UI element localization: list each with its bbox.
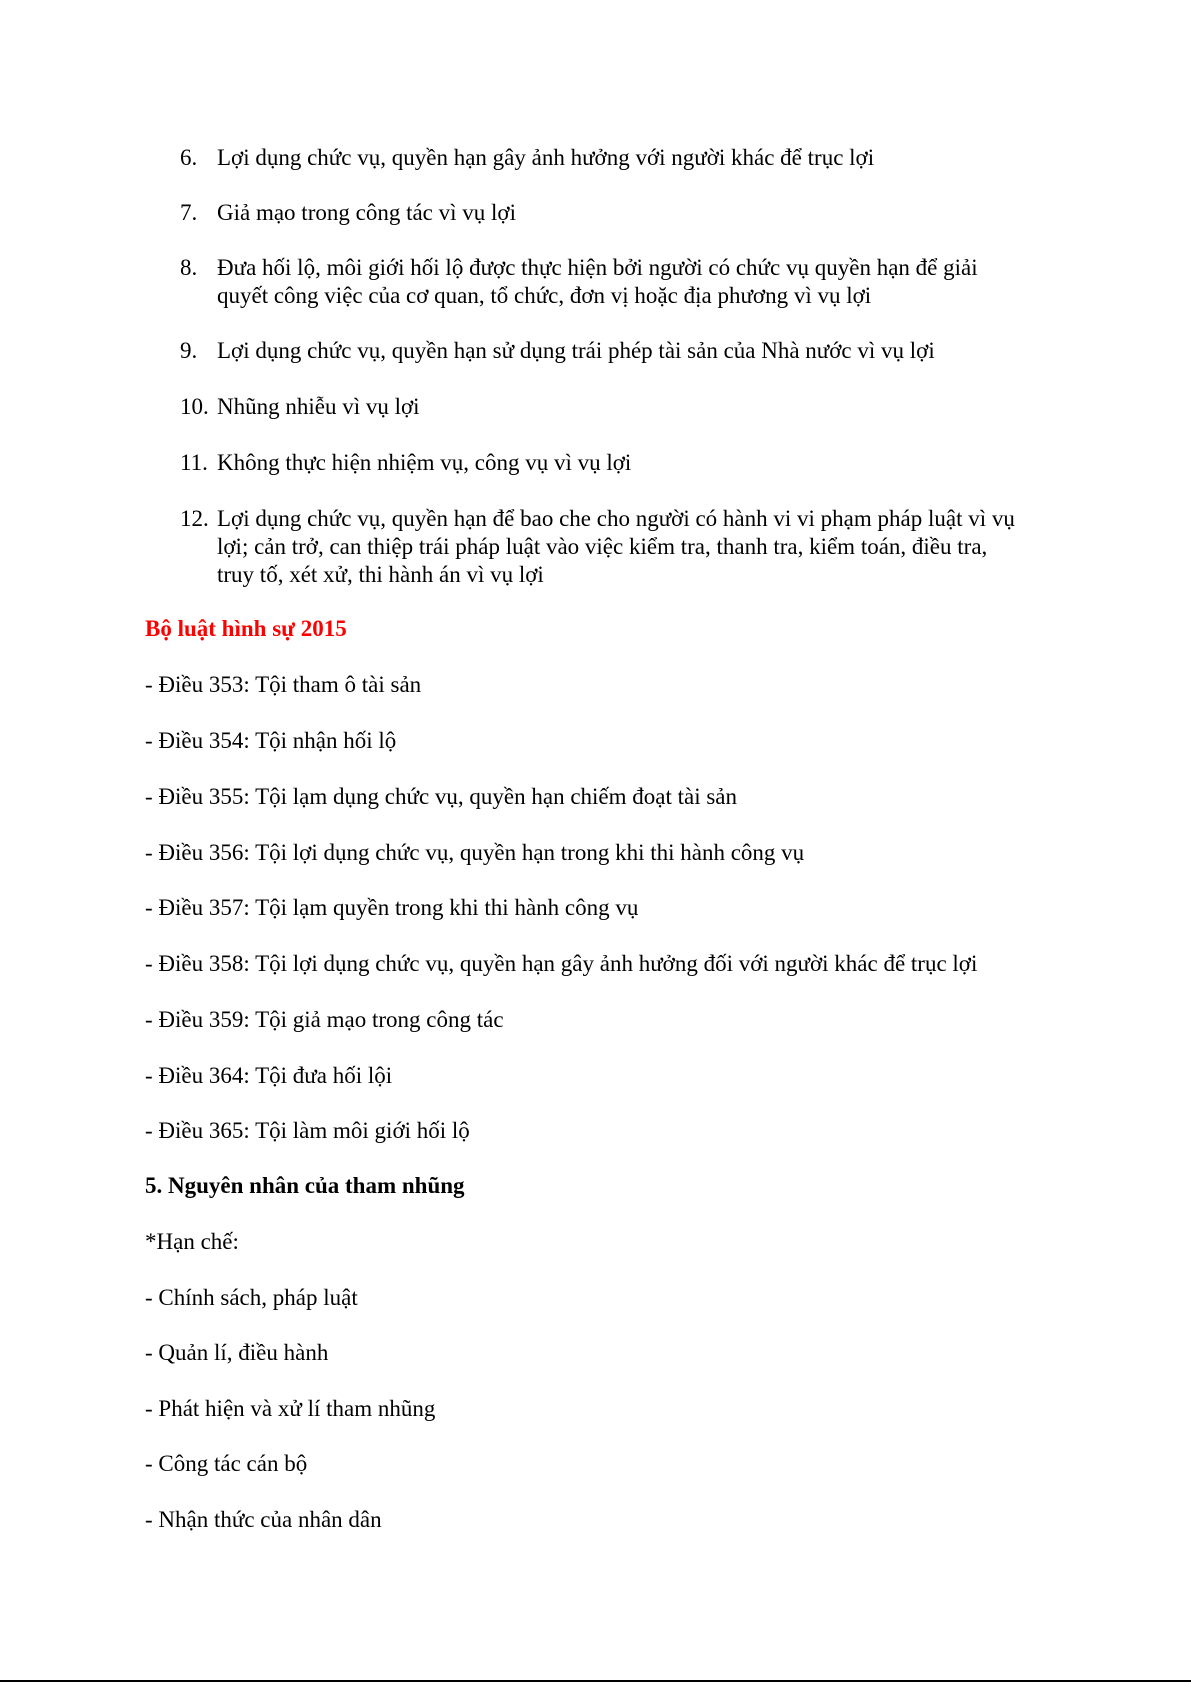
causes-item: - Quản lí, điều hành (145, 1340, 329, 1365)
list-item-number: 10. (180, 394, 209, 419)
list-item-number: 8. (180, 255, 198, 280)
criminal-code-item: - Điều 354: Tội nhận hối lộ (145, 728, 397, 753)
list-item (180, 393, 1030, 421)
list-item-number: 7. (180, 200, 198, 225)
criminal-code-item: - Điều 356: Tội lợi dụng chức vụ, quyền hạn trong khi thi hành công vụ (145, 840, 805, 865)
causes-heading: 5. Nguyên nhân của tham nhũng (145, 1173, 465, 1198)
list-item (180, 449, 1030, 477)
criminal-code-item: - Điều 353: Tội tham ô tài sản (145, 672, 422, 697)
causes-subheading: *Hạn chế: (145, 1229, 239, 1254)
list-item (180, 505, 1030, 589)
criminal-code-item: - Điều 355: Tội lạm dụng chức vụ, quyền hạn chiếm đoạt tài sản (145, 784, 738, 809)
list-item-number: 12. (180, 506, 209, 531)
list-item-number: 6. (180, 145, 198, 170)
criminal-code-item: - Điều 364: Tội đưa hối lội (145, 1063, 393, 1088)
criminal-code-heading: Bộ luật hình sự 2015 (145, 616, 347, 641)
criminal-code-item: - Điều 359: Tội giả mạo trong công tác (145, 1007, 504, 1032)
criminal-code-item: - Điều 357: Tội lạm quyền trong khi thi hành công vụ (145, 895, 639, 920)
list-item-text: Không thực hiện nhiệm vụ, công vụ vì vụ lợi (217, 450, 632, 475)
list-item-text: Lợi dụng chức vụ, quyền hạn để bao che cho người có hành vi vi phạm pháp luật vì vụ lợi; cản trở, can thiệp trái pháp luật vào việc kiểm tra, thanh tra, kiểm toán, điều tra, truy tố, xét xử, thi hành án vì vụ lợi (217, 506, 1015, 587)
causes-item: - Phát hiện và xử lí tham nhũng (145, 1396, 436, 1421)
criminal-code-item: - Điều 358: Tội lợi dụng chức vụ, quyền hạn gây ảnh hưởng đối với người khác để trục lợi (145, 951, 978, 976)
causes-item: - Chính sách, pháp luật (145, 1285, 358, 1310)
list-item-number: 9. (180, 338, 198, 363)
criminal-code-item: - Điều 365: Tội làm môi giới hối lộ (145, 1118, 470, 1143)
list-item-text: Lợi dụng chức vụ, quyền hạn gây ảnh hưởng với người khác để trục lợi (217, 145, 875, 170)
list-item-text: Đưa hối lộ, môi giới hối lộ được thực hiện bởi người có chức vụ quyền hạn để giải quyết công việc của cơ quan, tổ chức, đơn vị hoặc địa phương vì vụ lợi (217, 255, 978, 308)
page-bottom-rule (0, 1680, 1191, 1682)
list-item (180, 337, 1030, 365)
causes-item: - Nhận thức của nhân dân (145, 1507, 382, 1532)
causes-item: - Công tác cán bộ (145, 1451, 308, 1476)
list-item (180, 144, 1030, 172)
list-item (180, 254, 1030, 310)
list-item (180, 199, 1030, 227)
list-item-number: 11. (180, 450, 208, 475)
list-item-text: Giả mạo trong công tác vì vụ lợi (217, 200, 516, 225)
list-item-text: Lợi dụng chức vụ, quyền hạn sử dụng trái phép tài sản của Nhà nước vì vụ lợi (217, 338, 935, 363)
list-item-text: Nhũng nhiễu vì vụ lợi (217, 394, 420, 419)
